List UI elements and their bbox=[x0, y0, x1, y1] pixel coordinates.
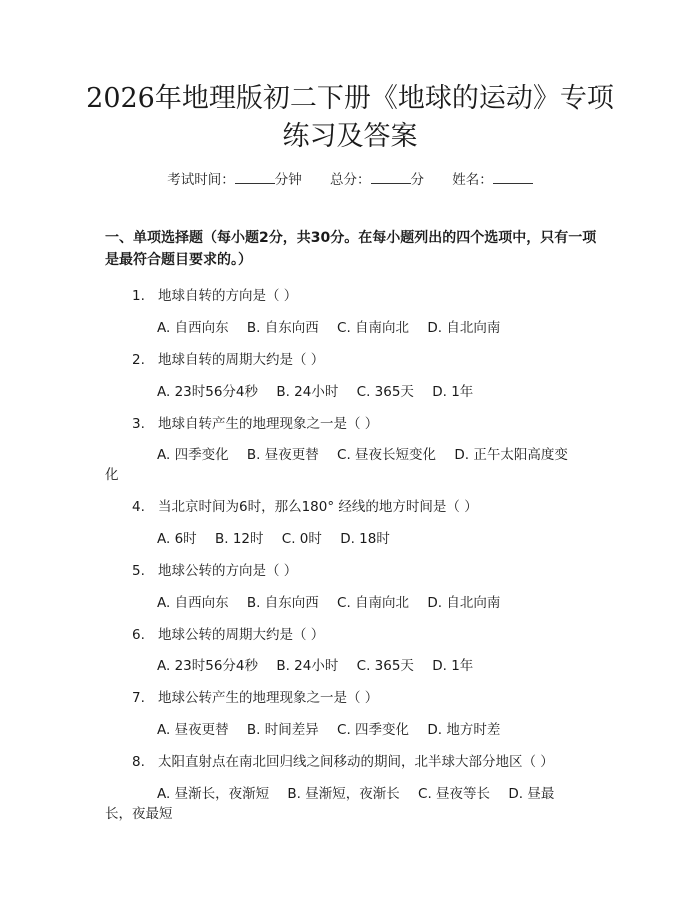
name-field bbox=[452, 172, 533, 188]
question-6 bbox=[132, 623, 324, 643]
question-text: 地球公转的周期大约是（ ） bbox=[158, 627, 325, 643]
name-label: 姓名： bbox=[452, 172, 493, 188]
time-unit: 分钟 bbox=[274, 172, 302, 188]
question-5 bbox=[132, 559, 297, 579]
option-a: A. 昼渐长，夜渐短 bbox=[157, 786, 270, 802]
question-3-options bbox=[157, 443, 582, 463]
option-b: B. 时间差异 bbox=[246, 722, 319, 738]
question-4 bbox=[132, 495, 478, 515]
option-c: C. 365天 bbox=[356, 384, 414, 400]
question-3-option-wrap: 化 bbox=[105, 467, 119, 483]
option-a: A. 自西向东 bbox=[157, 595, 229, 611]
option-a: A. 自西向东 bbox=[157, 320, 229, 336]
option-d: D. 正午太阳高度变 bbox=[454, 447, 568, 463]
question-2-options bbox=[157, 380, 487, 400]
time-field bbox=[167, 172, 306, 188]
option-c: C. 昼夜等长 bbox=[418, 786, 491, 802]
question-number: 1. bbox=[132, 288, 145, 304]
question-number: 6. bbox=[132, 627, 145, 643]
option-d: D. 自北向南 bbox=[427, 595, 501, 611]
time-blank bbox=[235, 171, 275, 184]
option-c: C. 0时 bbox=[281, 531, 322, 547]
question-2 bbox=[132, 348, 324, 368]
option-a: A. 23时56分4秒 bbox=[157, 658, 259, 674]
option-b: B. 自东向西 bbox=[246, 320, 319, 336]
score-label: 总分： bbox=[330, 172, 371, 188]
question-8-option-wrap: 长，夜最短 bbox=[105, 806, 173, 822]
exam-meta bbox=[0, 168, 700, 188]
option-c: C. 自南向北 bbox=[337, 320, 410, 336]
question-7-options bbox=[157, 718, 514, 738]
section-heading: 一、单项选择题（每小题2分，共30分。在每小题列出的四个选项中，只有一项是最符合题目要求的。） bbox=[105, 230, 597, 268]
option-b: B. 昼渐短，夜渐长 bbox=[287, 786, 400, 802]
option-a: A. 昼夜更替 bbox=[157, 722, 229, 738]
page-title: 2026年地理版初二下册《地球的运动》专项 bbox=[86, 83, 614, 114]
option-d: D. 地方时差 bbox=[427, 722, 501, 738]
option-a: A. 23时56分4秒 bbox=[157, 384, 259, 400]
option-d: D. 1年 bbox=[432, 658, 474, 674]
question-text: 当北京时间为6时，那么180° 经线的地方时间是（ ） bbox=[158, 499, 478, 515]
question-5-options bbox=[157, 591, 514, 611]
question-number: 7. bbox=[132, 690, 145, 706]
page-title-line2: 练习及答案 bbox=[282, 121, 418, 152]
question-text: 地球公转产生的地理现象之一是（ ） bbox=[158, 690, 379, 706]
score-field bbox=[330, 172, 428, 188]
option-a: A. 四季变化 bbox=[157, 447, 229, 463]
option-b: B. 自东向西 bbox=[246, 595, 319, 611]
option-c: C. 自南向北 bbox=[337, 595, 410, 611]
name-blank bbox=[493, 171, 533, 184]
question-4-options bbox=[157, 527, 404, 547]
question-1 bbox=[132, 284, 297, 304]
question-number: 4. bbox=[132, 499, 145, 515]
question-7 bbox=[132, 686, 378, 706]
question-text: 地球公转的方向是（ ） bbox=[158, 563, 298, 579]
question-number: 3. bbox=[132, 416, 145, 432]
option-a: A. 6时 bbox=[157, 531, 197, 547]
option-c: C. 365天 bbox=[356, 658, 414, 674]
score-unit: 分 bbox=[410, 172, 424, 188]
question-text: 地球自转的周期大约是（ ） bbox=[158, 352, 325, 368]
option-c: C. 昼夜长短变化 bbox=[337, 447, 437, 463]
option-d: D. 昼最 bbox=[508, 786, 555, 802]
option-d: D. 18时 bbox=[340, 531, 390, 547]
question-text: 太阳直射点在南北回归线之间移动的期间，北半球大部分地区（ ） bbox=[158, 754, 554, 770]
question-8 bbox=[132, 750, 554, 770]
option-b: B. 12时 bbox=[214, 531, 264, 547]
option-b: B. 昼夜更替 bbox=[246, 447, 319, 463]
question-1-options bbox=[157, 316, 514, 336]
option-c: C. 四季变化 bbox=[337, 722, 410, 738]
question-text: 地球自转的方向是（ ） bbox=[158, 288, 298, 304]
time-label: 考试时间： bbox=[167, 172, 235, 188]
option-d: D. 1年 bbox=[432, 384, 474, 400]
question-6-options bbox=[157, 654, 487, 674]
question-number: 2. bbox=[132, 352, 145, 368]
question-3 bbox=[132, 412, 378, 432]
option-d: D. 自北向南 bbox=[427, 320, 501, 336]
question-8-options bbox=[157, 782, 568, 802]
option-b: B. 24小时 bbox=[276, 384, 339, 400]
score-blank bbox=[371, 171, 411, 184]
option-b: B. 24小时 bbox=[276, 658, 339, 674]
question-number: 5. bbox=[132, 563, 145, 579]
question-number: 8. bbox=[132, 754, 145, 770]
question-text: 地球自转产生的地理现象之一是（ ） bbox=[158, 416, 379, 432]
